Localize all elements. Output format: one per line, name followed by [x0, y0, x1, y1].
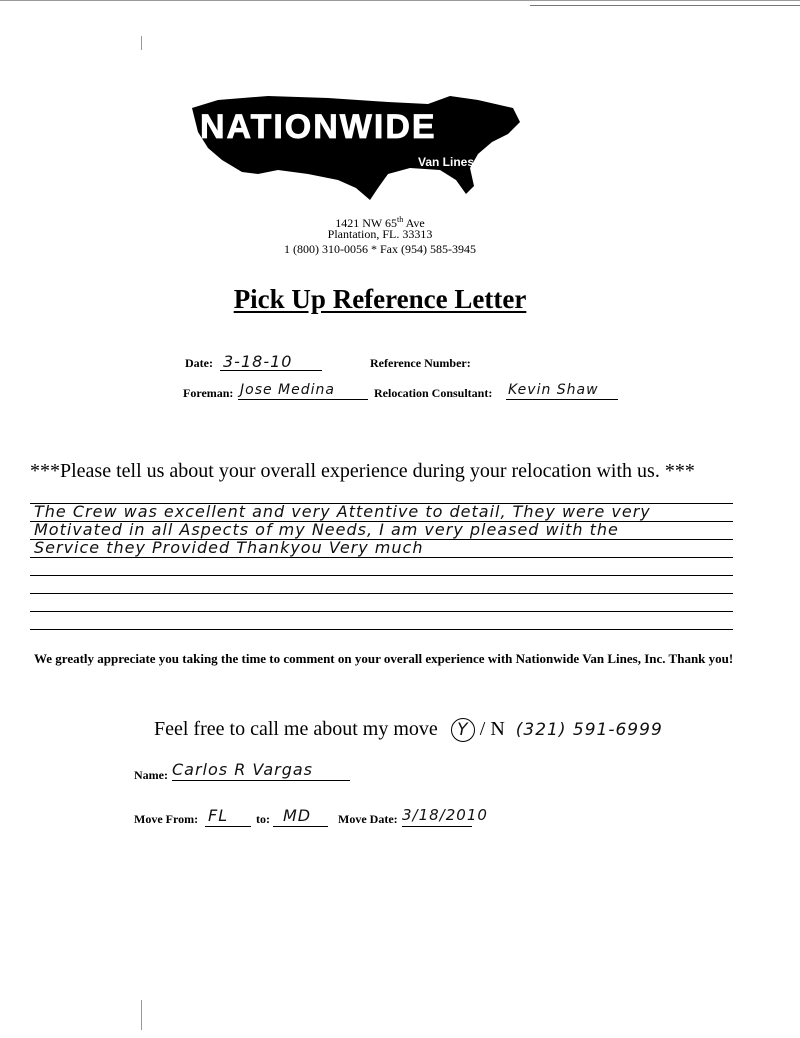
- move-date-field[interactable]: [402, 806, 488, 827]
- comment-line: The Crew was excellent and very Attentive to detail, They were very: [34, 502, 651, 521]
- experience-prompt: ***Please tell us about your overall experience during your relocation with us. ***: [30, 460, 695, 482]
- comment-rule: [30, 611, 733, 612]
- reference-number-field[interactable]: [484, 352, 604, 370]
- comment-rule: [30, 629, 733, 630]
- move-from-value: FL: [208, 806, 229, 825]
- address-line-1: 1421 NW 65th Ave: [335, 215, 425, 230]
- no-option[interactable]: / N: [479, 718, 505, 740]
- yes-circled[interactable]: Y: [451, 718, 475, 742]
- logo-text-secondary: Van Lines: [418, 155, 475, 169]
- page-top-edge-2: [530, 5, 800, 6]
- call-permission-text: Feel free to call me about my move: [154, 718, 438, 740]
- address-line-2: Plantation, FL. 33313: [327, 227, 433, 241]
- address-line-3: 1 (800) 310-0056 * Fax (954) 585-3945: [284, 242, 476, 256]
- thank-you-note: We greatly appreciate you taking the time to comment on your overall experience with Nationwide Van Lines, Inc. Thank you!: [34, 651, 734, 666]
- date-value: 3-18-10: [223, 352, 293, 371]
- logo-text-primary: NATIONWIDE: [200, 108, 437, 146]
- consultant-label: Relocation Consultant:: [374, 386, 493, 400]
- margin-mark: [141, 1000, 142, 1030]
- comment-rule: [30, 593, 733, 594]
- comment-rule: [30, 557, 733, 558]
- move-to-label: to:: [256, 812, 270, 826]
- comment-rule: [30, 575, 733, 576]
- margin-mark: [141, 36, 142, 50]
- move-date-label: Move Date:: [338, 812, 398, 826]
- phone-number: (321) 591-6999: [515, 720, 663, 740]
- move-to-value: MD: [283, 806, 312, 825]
- company-logo: [178, 78, 528, 208]
- move-to-field[interactable]: [273, 806, 328, 827]
- name-field[interactable]: [172, 760, 350, 781]
- foreman-value: Jose Medina: [240, 382, 335, 398]
- name-label: Name:: [134, 768, 168, 782]
- comment-line: Motivated in all Aspects of my Needs, I am very pleased with the: [34, 520, 619, 539]
- move-from-label: Move From:: [134, 812, 199, 826]
- date-label: Date:: [185, 356, 213, 370]
- consultant-field[interactable]: [506, 381, 618, 400]
- comment-line: Service they Provided Thankyou Very much: [34, 538, 424, 557]
- foreman-label: Foreman:: [183, 386, 234, 400]
- move-date-value: 3/18/2010: [402, 806, 488, 824]
- comment-area[interactable]: [30, 500, 733, 640]
- consultant-value: Kevin Shaw: [508, 382, 599, 398]
- date-field[interactable]: [220, 352, 322, 371]
- page-title: Pick Up Reference Letter: [233, 284, 527, 314]
- page-top-edge: [0, 0, 800, 1]
- foreman-field[interactable]: [238, 381, 368, 400]
- call-permission: [154, 718, 663, 742]
- reference-number-label: Reference Number:: [370, 356, 471, 370]
- name-value: Carlos R Vargas: [172, 760, 314, 779]
- move-from-field[interactable]: [205, 806, 251, 827]
